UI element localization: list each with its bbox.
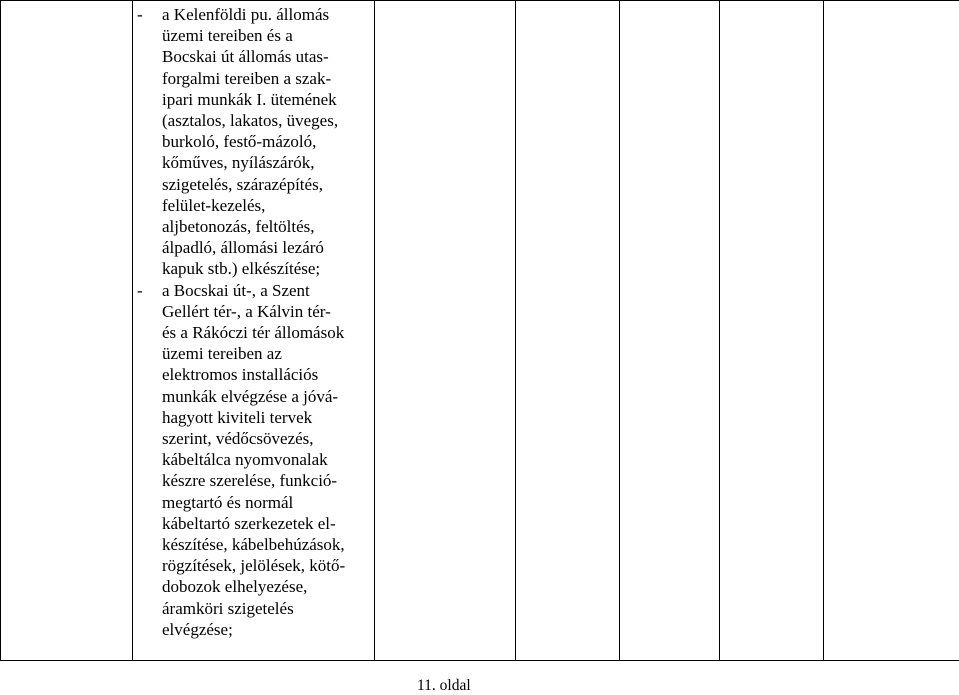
text-line: álpadló, állomási lezáró <box>162 238 324 258</box>
text-line: elvégzése; <box>162 619 233 639</box>
text-line: kábeltartó szerkezetek el- <box>162 513 336 533</box>
text-line: ipari munkák I. ütemének <box>162 89 337 109</box>
empty-cell <box>720 1 824 661</box>
text-line: rögzítések, jelölések, kötő- <box>162 556 346 576</box>
description-cell <box>133 1 375 661</box>
empty-cell <box>1 1 133 661</box>
text-line: megtartó és normál <box>162 492 294 512</box>
bullet-dash: - <box>137 280 143 300</box>
empty-cell <box>375 1 516 661</box>
text-line: kapuk stb.) elkészítése; <box>162 259 321 279</box>
text-line: (asztalos, lakatos, üveges, <box>162 111 339 131</box>
text-line: és a Rákóczi tér állomások <box>162 323 345 343</box>
bullet-item-2 <box>133 280 374 640</box>
text-line: készítése, kábelbehúzások, <box>162 535 345 555</box>
text-line: szerint, védőcsövezés, <box>162 429 314 449</box>
text-line: dobozok elhelyezése, <box>162 577 308 597</box>
table-row <box>1 1 959 661</box>
bullet-dash: - <box>137 5 143 24</box>
text-line: a Bocskai út-, a Szent <box>162 280 310 300</box>
text-line: aljbetonozás, feltöltés, <box>162 217 315 237</box>
text-line: hagyott kiviteli tervek <box>162 407 313 427</box>
text-line: áramköri szigetelés <box>162 598 294 618</box>
empty-cell <box>824 1 959 661</box>
text-line: kábeltálca nyomvonalak <box>162 450 328 470</box>
text-line: kőműves, nyílászárók, <box>162 153 315 173</box>
text-line: üzemi tereiben az <box>162 344 282 364</box>
text-line: üzemi tereiben és a <box>162 26 293 46</box>
text-line: szigetelés, szárazépítés, <box>162 174 323 194</box>
text-line: a Kelenföldi pu. állomás <box>162 5 330 24</box>
text-line: felület-kezelés, <box>162 195 266 215</box>
bullet-list <box>133 1 374 640</box>
text-line: Gellért tér-, a Kálvin tér- <box>162 301 331 321</box>
bullet-item-1 <box>133 4 374 280</box>
empty-cell <box>620 1 720 661</box>
text-line: munkák elvégzése a jóvá- <box>162 386 339 406</box>
page-number: 11. oldal <box>417 677 471 694</box>
text-line: burkoló, festő-mázoló, <box>162 132 317 152</box>
text-line: elektromos installációs <box>162 365 319 385</box>
text-line: Bocskai út állomás utas- <box>162 47 329 67</box>
text-line: készre szerelése, funkció- <box>162 471 338 491</box>
text-line: forgalmi tereiben a szak- <box>162 68 332 88</box>
empty-cell <box>516 1 620 661</box>
